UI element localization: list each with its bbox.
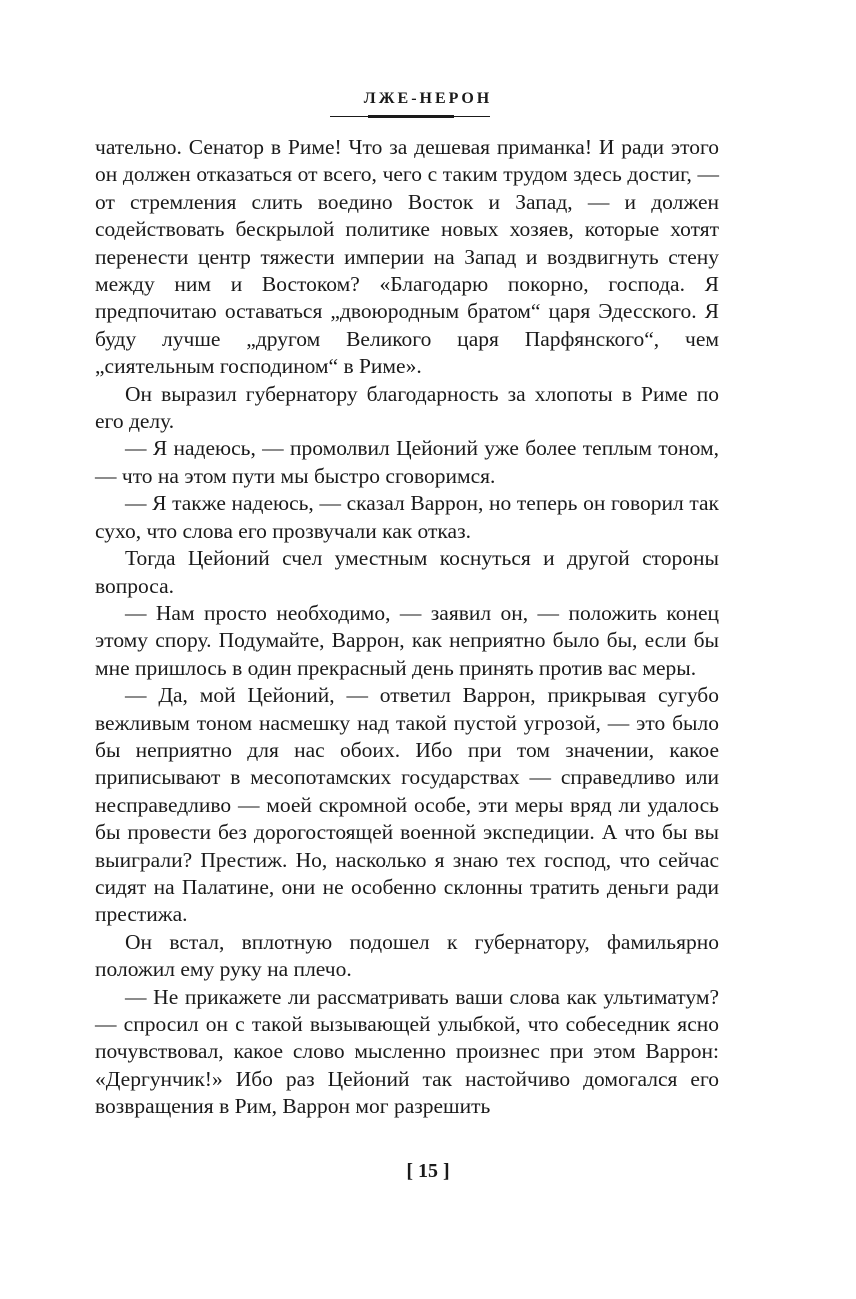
page-number: [ 15 ] <box>406 1160 450 1182</box>
paragraph: Тогда Цейоний счел уместным коснуться и другой стороны вопроса. <box>95 546 719 598</box>
running-header-title: ЛЖЕ-НЕРОН <box>363 90 493 107</box>
paragraph: — Я также надеюсь, — сказал Варрон, но теперь он говорил так сухо, что слова его прозвучали как отказ. <box>95 491 719 543</box>
paragraph: — Не прикажете ли рассматривать ваши слова как ультиматум? — спросил он с такой вызывающей улыбкой, что собеседник ясно почувствовал, какое слово мысленно произнес при этом Варрон: «Дергунчик!» Ибо раз Цейоний так настойчиво домогался его возвращения в Рим, Варрон мог разрешить <box>95 984 719 1119</box>
paragraph: Он встал, вплотную подошел к губернатору, фамильярно положил ему руку на плечо. <box>95 929 719 982</box>
paragraph: чательно. Сенатор в Риме! Что за дешевая приманка! И ради этого он должен отказаться от всего, чего с таким трудом здесь достиг, — от стремления слить воедино Восток и Запад, — и должен содействовать бескрылой политике новых хозяев, которые хотят перенести центр тяжести империи на Запад и воздвигнуть стену между ним и Востоком? «Благодарю покорно, господа. Я предпочитаю оставаться „двоюродным братом“ царя Эдесского. Я буду лучше „другом Великого царя Парфянского“, чем „сиятельным господином“ в Риме». <box>95 135 719 379</box>
paragraph: — Я надеюсь, — промолвил Цейоний уже более теплым тоном, — что на этом пути мы быстро сговоримся. <box>95 436 719 488</box>
paragraph: Он выразил губернатору благодарность за хлопоты в Риме по его делу. <box>95 381 719 434</box>
header-rule-accent <box>368 115 454 118</box>
paragraph: — Нам просто необходимо, — заявил он, — положить конец этому спору. Подумайте, Варрон, как неприятно было бы, если бы мне пришлось в один прекрасный день принять против вас меры. <box>95 600 719 680</box>
paragraph: — Да, мой Цейоний, — ответил Варрон, прикрывая сугубо вежливым тоном насмешку над такой пустой угрозой, — это было бы неприятно для нас обоих. Ибо при том значении, какое приписывают в месопотамских государствах — справедливо или несправедливо — моей скромной особе, эти меры вряд ли удалось бы провести без дорогостоящей военной экспедиции. А что бы вы выиграли? Престиж. Но, насколько я знаю тех господ, что сейчас сидят на Палатине, они не особенно склонны тратить деньги ради престижа. <box>95 683 719 927</box>
body-text <box>95 134 719 1121</box>
